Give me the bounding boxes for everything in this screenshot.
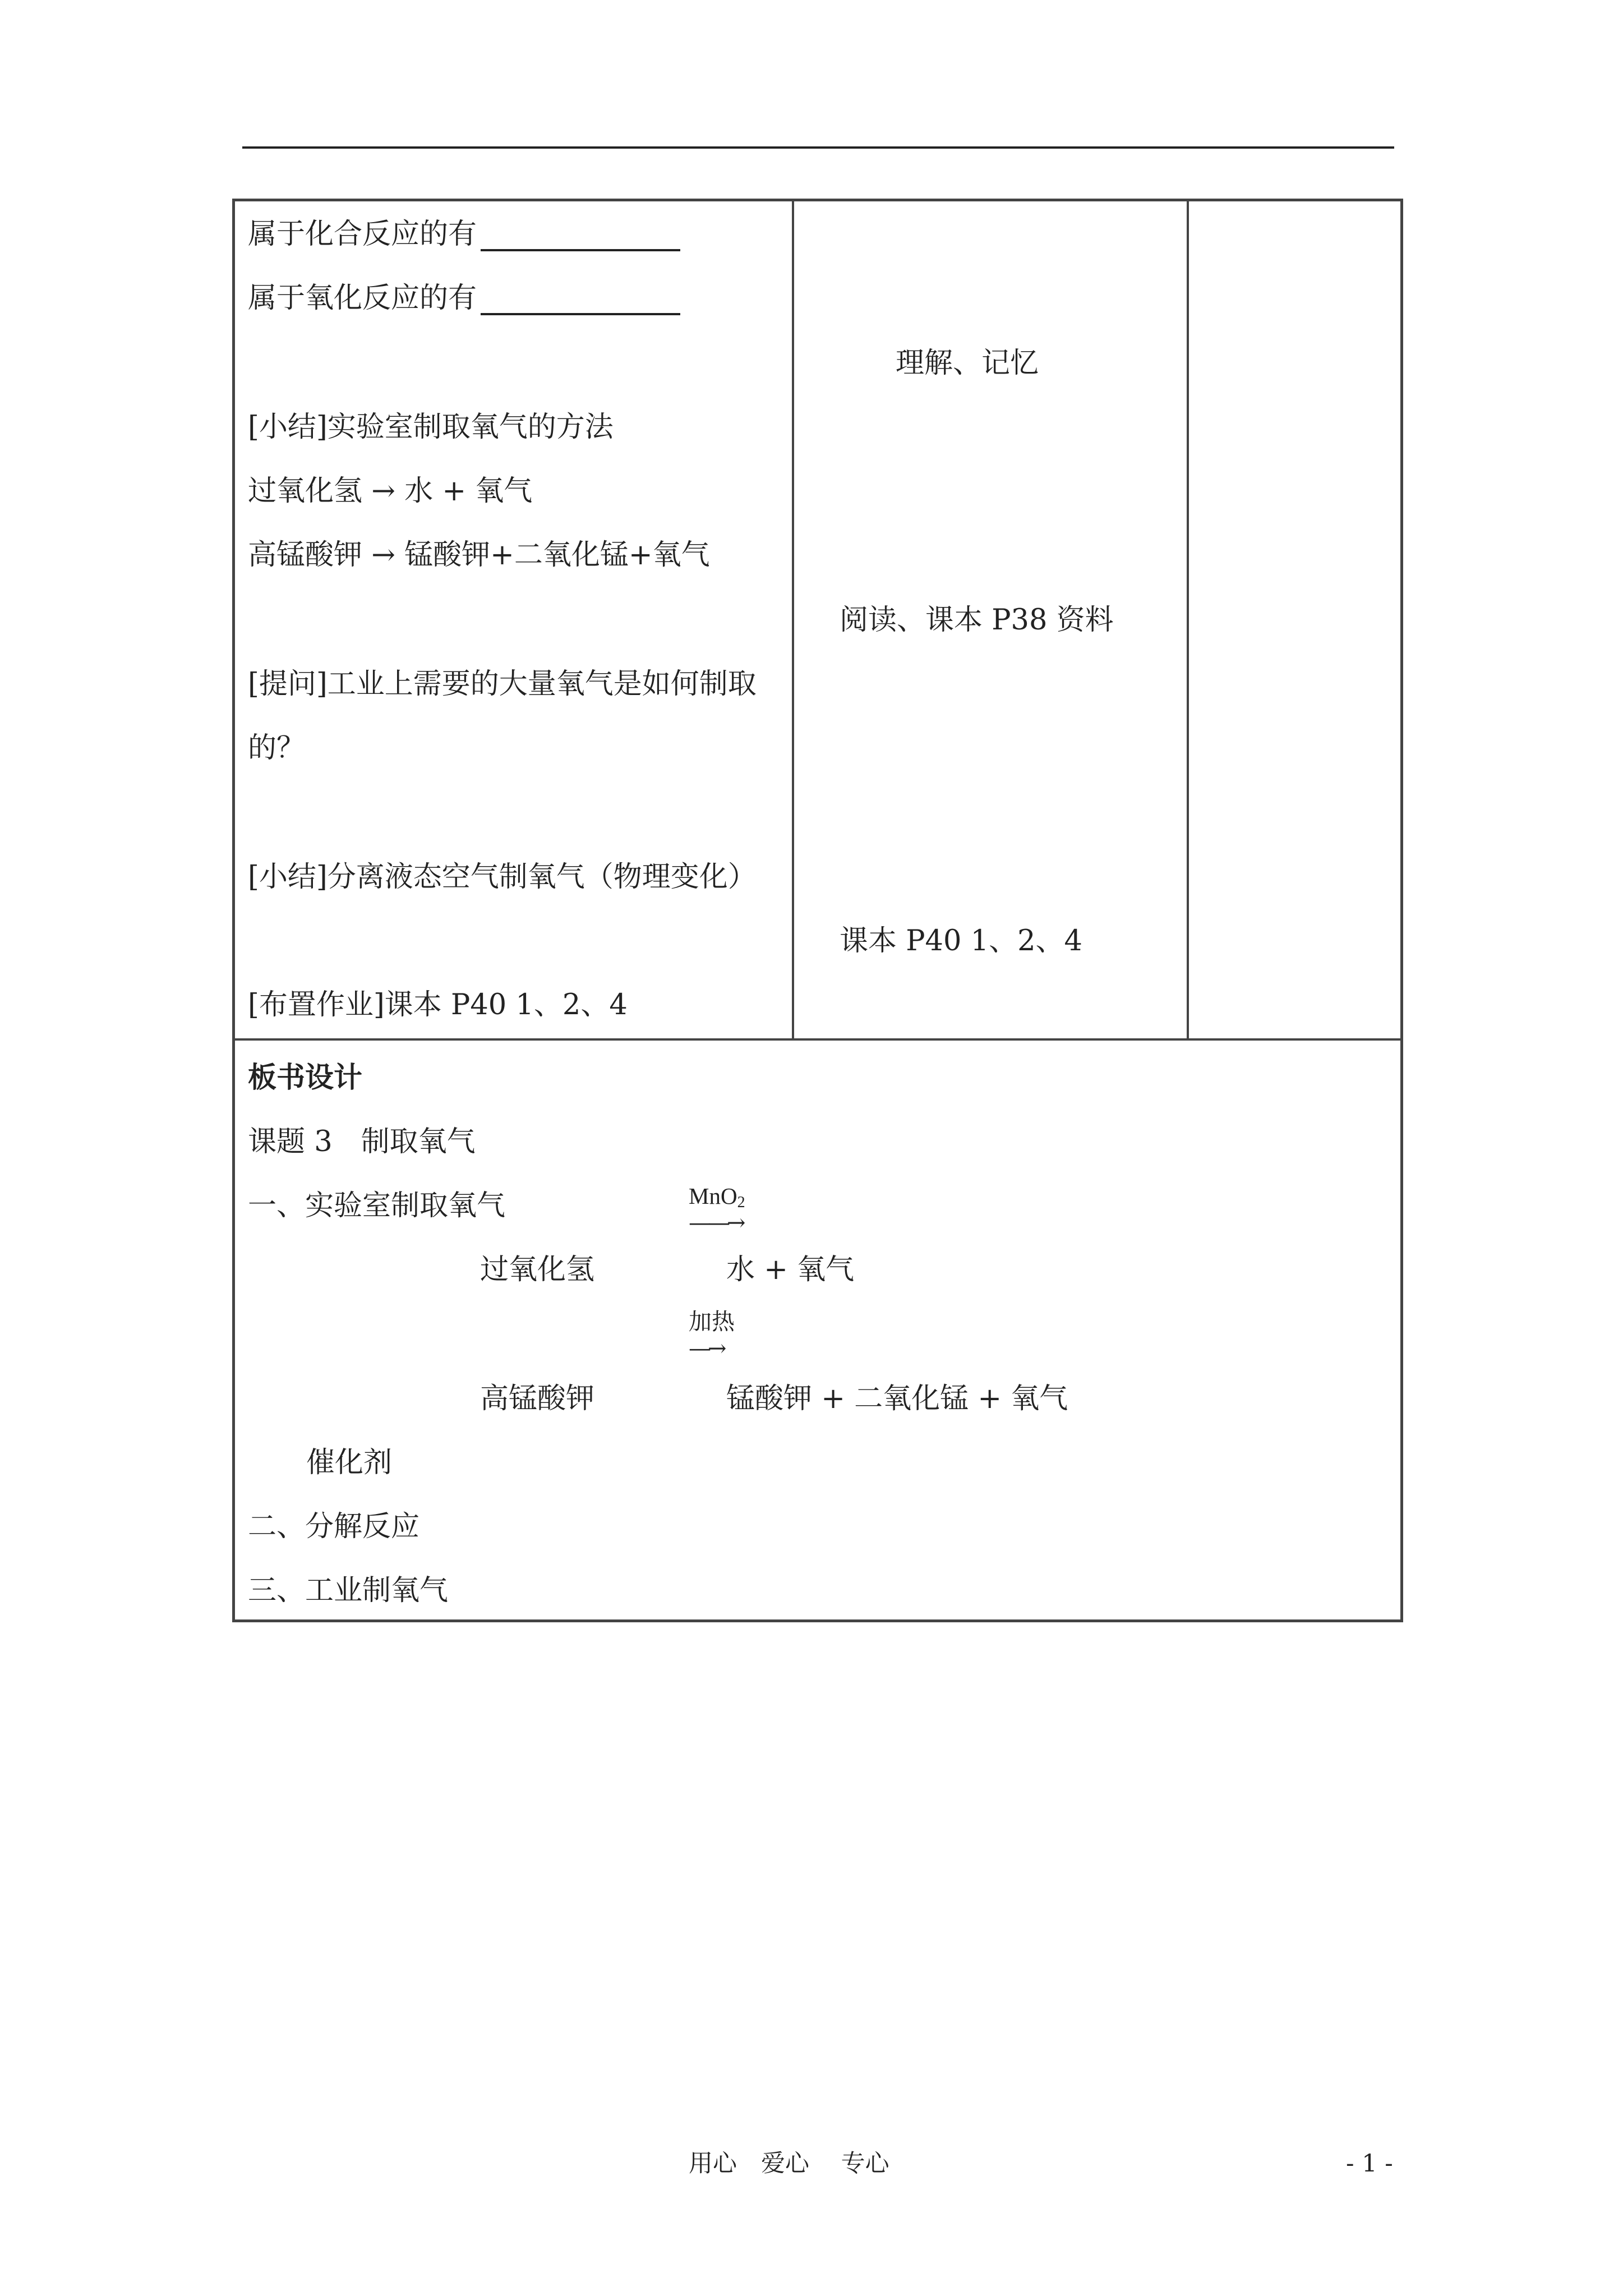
column-divider-1 xyxy=(792,199,794,1039)
left-line-7: 的？ xyxy=(248,731,306,765)
reactant-2: 高锰酸钾 xyxy=(480,1382,595,1415)
products-2: 锰酸钾 + 二氧化锰 + 氧气 xyxy=(726,1382,1068,1415)
middle-line-2: 阅读、课本 P38 资料 xyxy=(840,604,1114,637)
reactant-1: 过氧化氢 xyxy=(480,1253,595,1286)
footer-motto: 用心 爱心 专心 xyxy=(689,2150,889,2178)
board-heading: 板书设计 xyxy=(248,1061,363,1094)
row-divider xyxy=(232,1038,1403,1041)
heat-label: 加热 xyxy=(689,1309,735,1335)
column-divider-2 xyxy=(1187,199,1189,1039)
left-line-3: [小结]实验室制取氧气的方法 xyxy=(248,411,614,444)
middle-line-3: 课本 P40 1、2、4 xyxy=(840,924,1082,958)
middle-line-1: 理解、记忆 xyxy=(896,347,1039,380)
fill-blank-1 xyxy=(481,249,680,251)
left-line-9: [布置作业]课本 P40 1、2、4 xyxy=(248,988,628,1022)
page-number: - 1 - xyxy=(1346,2150,1393,2178)
reaction-arrow-2: —→ xyxy=(689,1336,723,1361)
header-rule xyxy=(242,146,1394,149)
fill-blank-2 xyxy=(481,313,680,315)
reaction-arrow-1: ——→ xyxy=(689,1210,743,1236)
catalyst-word: 催化剂 xyxy=(306,1446,393,1479)
left-line-1: 属于化合反应的有 xyxy=(248,218,477,251)
left-line-6: [提问]工业上需要的大量氧气是如何制取 xyxy=(248,668,757,701)
board-section-1: 一、实验室制取氧气 xyxy=(248,1189,506,1222)
catalyst-label: MnO$_2$ xyxy=(689,1183,745,1211)
board-section-2: 二、分解反应 xyxy=(248,1510,420,1543)
board-topic: 课题 3 制取氧气 xyxy=(248,1125,476,1158)
left-line-2: 属于氧化反应的有 xyxy=(248,282,477,315)
left-line-8: [小结]分离液态空气制氧气（物理变化） xyxy=(248,861,757,894)
products-1: 水 + 氧气 xyxy=(726,1253,855,1286)
left-line-4: 过氧化氢 → 水 + 氧气 xyxy=(248,475,533,508)
left-line-5: 高锰酸钾 → 锰酸钾+二氧化锰+氧气 xyxy=(248,539,710,572)
board-section-3: 三、工业制氧气 xyxy=(248,1574,449,1607)
